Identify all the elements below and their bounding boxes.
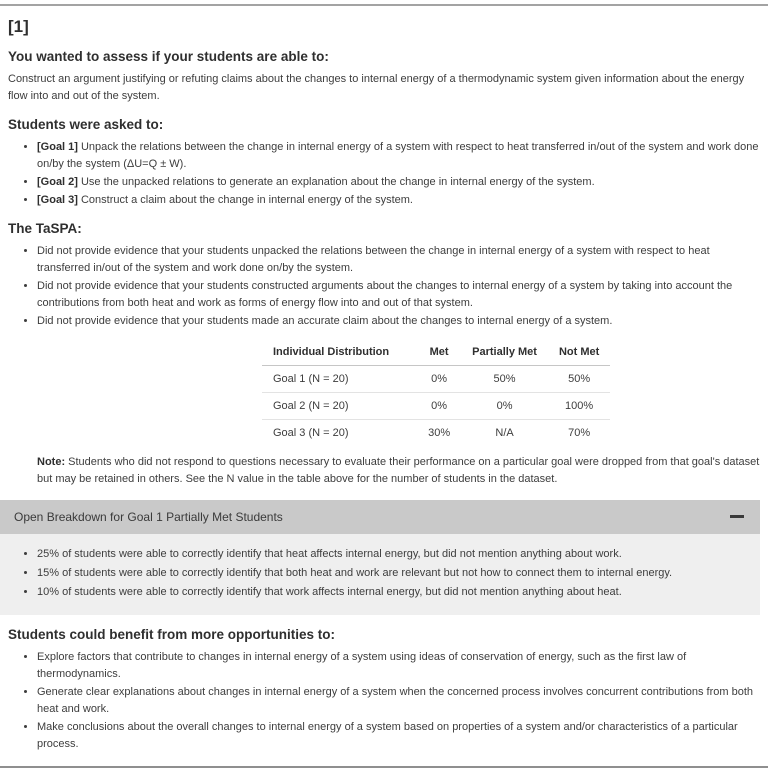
table-row-goal-1 bbox=[262, 365, 610, 392]
note bbox=[37, 454, 760, 488]
note-label: Note: bbox=[37, 455, 66, 468]
heading-taspa: The TaSPA: bbox=[8, 221, 82, 237]
goal-2-partially-met-cell: 0% bbox=[461, 392, 548, 419]
goal-3-not-met-cell: 70% bbox=[568, 426, 591, 439]
benefit-item-2: • Generate clear explanations about changes in internal energy of a system when the concerned process involves concurrent contributions from both heat and work. bbox=[37, 684, 760, 718]
breakdown-item-3: • 10% of students were able to correctly identify that work affects internal energy, but did not mention anything about heat. bbox=[37, 584, 746, 601]
breakdown-item-2: • 15% of students were able to correctly identify that both heat and work are relevant but not how to connect them to internal energy. bbox=[37, 565, 746, 582]
benefit-list bbox=[8, 649, 760, 753]
goal-3-text: Construct a claim about the change in internal energy of the system. bbox=[80, 194, 413, 207]
taspa-list bbox=[8, 243, 760, 330]
table-header-not-met: Not Met bbox=[548, 339, 610, 366]
goal-2-met-cell: 0% bbox=[417, 392, 461, 419]
breakdown-list bbox=[14, 546, 746, 601]
goal-2-not-met-cell: 100% bbox=[548, 392, 610, 419]
goal-1-met-cell: 0% bbox=[417, 365, 461, 392]
accordion-title: Open Breakdown for Goal 1 Partially Met Students bbox=[14, 509, 283, 524]
table-header-row bbox=[262, 339, 610, 366]
table-header-partially-met: Partially Met bbox=[461, 339, 548, 366]
goal-1-label: [Goal 1] bbox=[37, 141, 78, 154]
goal-1-partially-met-cell: 50% bbox=[461, 365, 548, 392]
taspa-item-2: • Did not provide evidence that your students constructed arguments about the changes to internal energy of a system by taking into account the contributions from both heat and work as forms of energy flow into and out of that system. bbox=[37, 278, 760, 312]
goal-1-name-cell: Goal 1 (N = 20) bbox=[262, 365, 417, 392]
heading-asked: Students were asked to: bbox=[8, 117, 164, 133]
breakdown-item-1: • 25% of students were able to correctly identify that heat affects internal energy, but did not mention anything about work. bbox=[37, 546, 746, 563]
report-page bbox=[0, 4, 768, 768]
table-header-individual-distribution: Individual Distribution bbox=[262, 339, 417, 366]
benefit-item-1: • Explore factors that contribute to changes in internal energy of a system using ideas of conservation of energy, such as the first law of thermodynamics. bbox=[37, 649, 760, 683]
table-row-goal-2 bbox=[262, 392, 610, 419]
goal1-breakdown-accordion bbox=[0, 500, 760, 615]
top-divider bbox=[0, 4, 768, 6]
goal-3-met-cell: 30% bbox=[428, 426, 451, 439]
goals-list bbox=[8, 139, 760, 209]
goal-3-name-cell: Goal 3 (N = 20) bbox=[273, 426, 349, 439]
goal-2-label: [Goal 2] bbox=[37, 176, 78, 189]
table-row-goal-3 bbox=[262, 419, 610, 446]
heading-assess: You wanted to assess if your students are able to: bbox=[8, 49, 329, 65]
heading-benefit: Students could benefit from more opportunities to: bbox=[8, 626, 335, 642]
benefit-item-3: • Make conclusions about the overall changes to internal energy of a system based on properties of a system and/or characteristics of a particular process. bbox=[37, 719, 760, 753]
assess-description: Construct an argument justifying or refuting claims about the changes to internal energy of a thermodynamic system given information about the energy flow into and out of the system. bbox=[8, 73, 745, 103]
goal-1-not-met-cell: 50% bbox=[548, 365, 610, 392]
goal-3-label: [Goal 3] bbox=[37, 194, 78, 207]
goal-item-2 bbox=[37, 174, 760, 191]
goal-item-1 bbox=[37, 139, 760, 173]
distribution-table bbox=[262, 339, 610, 446]
goal-1-text: Unpack the relations between the change in internal energy of a system with respect to heat transferred in/out of the system and work done on/by the system (ΔU=Q ± W). bbox=[37, 141, 759, 171]
collapse-minus-icon[interactable] bbox=[730, 515, 744, 518]
accordion-header[interactable] bbox=[0, 500, 760, 534]
goal-item-3 bbox=[37, 192, 760, 209]
taspa-item-1: • Did not provide evidence that your students unpacked the relations between the change in internal energy of a system with respect to heat transferred in/out of the system and work done on/by the system. bbox=[37, 243, 760, 277]
accordion-body bbox=[0, 534, 760, 615]
taspa-item-3: • Did not provide evidence that your students made an accurate claim about the changes to internal energy of a system. bbox=[37, 313, 760, 330]
goal-2-name-cell: Goal 2 (N = 20) bbox=[262, 392, 417, 419]
section-number: [1] bbox=[8, 17, 29, 36]
goal-3-partially-met-cell: N/A bbox=[495, 426, 514, 439]
table-header-met: Met bbox=[417, 339, 461, 366]
goal-2-text: Use the unpacked relations to generate an explanation about the change in internal energy of the system. bbox=[80, 176, 595, 189]
note-text: Students who did not respond to questions necessary to evaluate their performance on a particular goal were dropped from that goal's dataset but may be retained in others. See the N value in the table above for the number of students in the dataset. bbox=[37, 455, 760, 485]
